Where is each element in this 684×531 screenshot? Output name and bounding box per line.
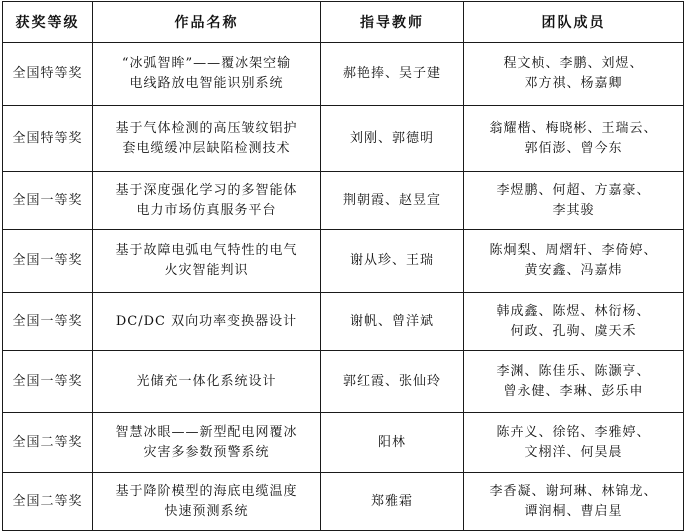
table-row [3, 473, 684, 531]
team-members-line: 曾永健、李琳、彭乐申 [503, 383, 644, 399]
advisor-cell: 谢帆、曾洋斌 [321, 293, 464, 351]
advisor-cell: 谢从珍、王瑞 [321, 230, 464, 293]
team-members-line: 何政、孔驹、虞天禾 [510, 323, 637, 339]
team-members-cell [464, 230, 684, 293]
table-row [3, 413, 684, 473]
work-title-cell [93, 106, 321, 172]
award-level-cell: 全国一等奖 [3, 172, 93, 230]
award-level-cell: 全国特等奖 [3, 106, 93, 172]
award-level-cell: 全国特等奖 [3, 43, 93, 106]
work-title-cell [93, 172, 321, 230]
work-title-line: 智慧冰眼——新型配电网覆冰 [115, 424, 298, 440]
team-members-cell [464, 293, 684, 351]
award-level-cell: 全国一等奖 [3, 293, 93, 351]
advisor-cell: 郭红霞、张仙玲 [321, 351, 464, 413]
work-title-cell [93, 230, 321, 293]
work-title-line: DC/DC 双向功率变换器设计 [115, 313, 298, 329]
table-row [3, 230, 684, 293]
advisor-cell: 郑雅霜 [321, 473, 464, 531]
table-row [3, 351, 684, 413]
team-members-line: 韩成鑫、陈煜、林衍杨、 [496, 303, 651, 319]
award-level-cell: 全国二等奖 [3, 473, 93, 531]
team-members-cell [464, 106, 684, 172]
advisor-cell: 荆朝霞、赵昱宣 [321, 172, 464, 230]
header-row [3, 2, 684, 43]
work-title-line: 火灾智能判识 [164, 263, 249, 278]
work-title-cell [93, 473, 321, 531]
work-title-line: 套电缆缓冲层缺陷检测技术 [122, 140, 291, 156]
work-title-line: “冰弧智眸”——覆冰架空输 [121, 56, 292, 71]
team-members-line: 谭润桐、曹启星 [524, 503, 623, 519]
awards-table [2, 1, 684, 531]
team-members-line: 郭佰澎、曾今东 [524, 140, 623, 156]
work-title-line: 基于深度强化学习的多智能体 [115, 182, 298, 198]
work-title-cell [93, 43, 321, 106]
team-members-cell [464, 351, 684, 413]
award-level-cell: 全国一等奖 [3, 230, 93, 293]
work-title-line: 电线路放电智能识别系统 [129, 76, 284, 91]
advisor-cell: 刘刚、郭德明 [321, 106, 464, 172]
team-members-cell [464, 172, 684, 230]
team-members-cell [464, 473, 684, 531]
table-row [3, 293, 684, 351]
team-members-line: 程文桢、李鹏、刘煜、 [503, 56, 644, 71]
team-members-line: 李香凝、谢珂琳、林锦龙、 [489, 483, 658, 499]
table-row [3, 172, 684, 230]
advisor-cell: 郝艳捧、吴子建 [321, 43, 464, 106]
team-members-line: 翁耀楷、梅晓彬、王瑞云、 [489, 120, 658, 136]
team-members-line: 黄安鑫、冯嘉炜 [524, 263, 623, 278]
team-members-line: 文栩洋、何昊晨 [524, 444, 623, 460]
work-title-line: 光储充一体化系统设计 [136, 373, 277, 389]
work-title-line: 基于降阶模型的海底电缆温度 [115, 483, 298, 499]
work-title-line: 灾害多参数预警系统 [143, 444, 270, 460]
header-award-level: 获奖等级 [3, 2, 93, 43]
advisor-cell: 阳林 [321, 413, 464, 473]
work-title-cell [93, 413, 321, 473]
table-row [3, 106, 684, 172]
work-title-line: 基于气体检测的高压皱纹铝护 [115, 120, 298, 136]
header-advisor: 指导教师 [321, 2, 464, 43]
award-level-cell: 全国一等奖 [3, 351, 93, 413]
team-members-line: 李渊、陈佳乐、陈灏亨、 [496, 363, 651, 379]
header-work-title: 作品名称 [93, 2, 321, 43]
team-members-line: 陈炯梨、周熠轩、李倚婷、 [489, 243, 658, 258]
work-title-line: 基于故障电弧电气特性的电气 [115, 243, 298, 258]
work-title-cell [93, 293, 321, 351]
team-members-line: 陈卉义、徐铭、李雅婷、 [496, 424, 651, 440]
team-members-cell [464, 413, 684, 473]
table-row [3, 43, 684, 106]
header-team-members: 团队成员 [464, 2, 684, 43]
team-members-line: 李其骏 [552, 202, 595, 218]
team-members-line: 李煜鹏、何超、方嘉豪、 [496, 182, 651, 198]
team-members-cell [464, 43, 684, 106]
work-title-cell [93, 351, 321, 413]
team-members-line: 邓方祺、杨嘉卿 [524, 76, 623, 91]
work-title-line: 快速预测系统 [164, 503, 249, 519]
award-level-cell: 全国二等奖 [3, 413, 93, 473]
work-title-line: 电力市场仿真服务平台 [136, 202, 277, 218]
